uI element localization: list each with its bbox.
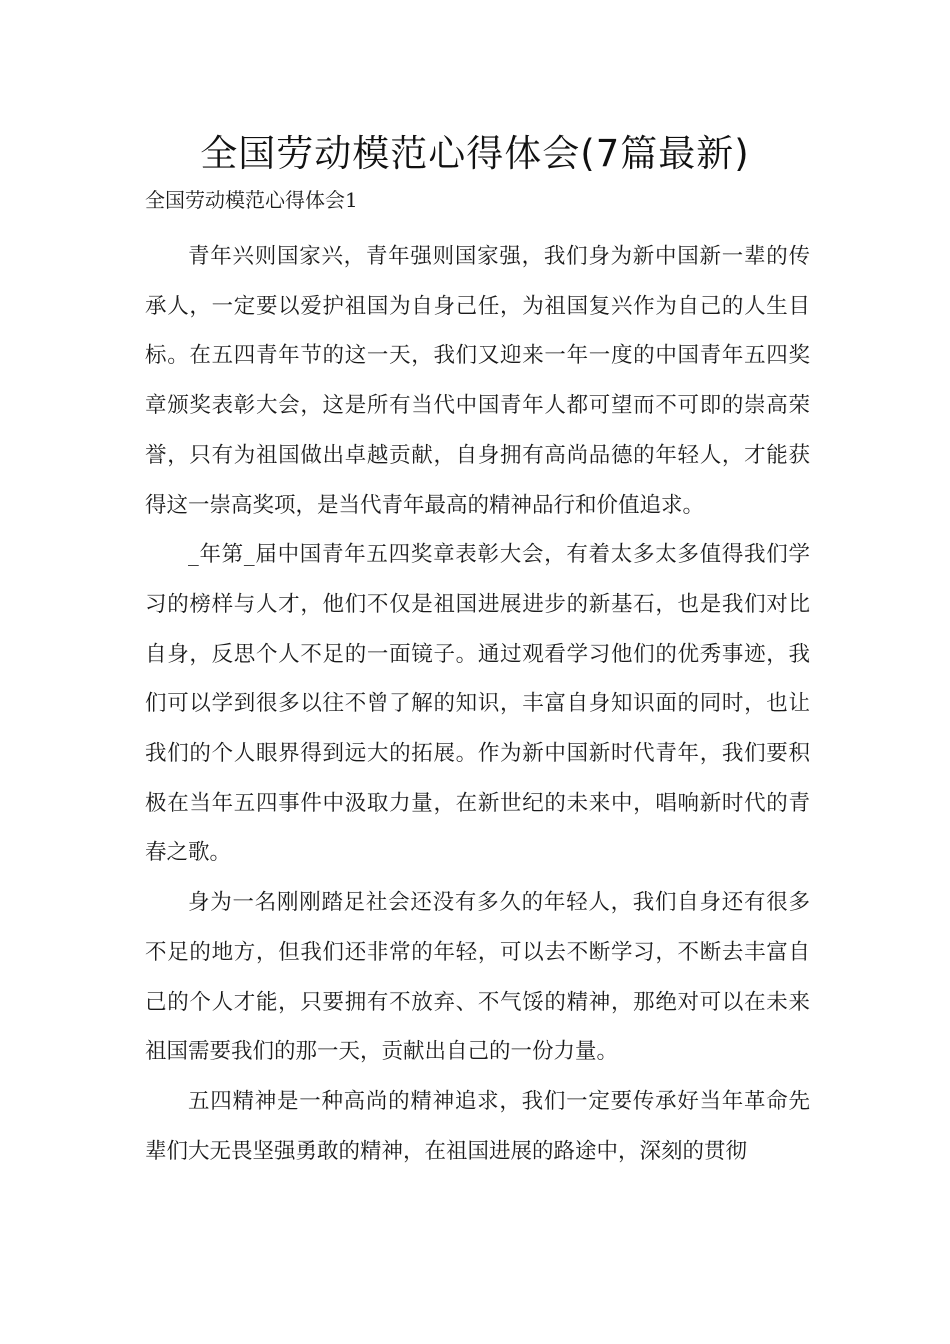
- section-heading: 全国劳动模范心得体会1: [145, 188, 358, 212]
- paragraph-1: 青年兴则国家兴，青年强则国家强，我们身为新中国新一辈的传承人，一定要以爱护祖国为自身己任，为祖国复兴作为自己的人生目标。在五四青年节的这一天，我们又迎来一年一度的中国青年五四奖章颁奖表彰大会，这是所有当代中国青年人都可望而不可即的崇高荣誉，只有为祖国做出卓越贡献，自身拥有高尚品德的年轻人，才能获得这一崇高奖项，是当代青年最高的精神品行和价值追求。: [145, 244, 810, 518]
- paragraph-3: 身为一名刚刚踏足社会还没有多久的年轻人，我们自身还有很多不足的地方，但我们还非常的年轻，可以去不断学习，不断去丰富自己的个人才能，只要拥有不放弃、不气馁的精神，那绝对可以在未来祖国需要我们的那一天，贡献出自己的一份力量。: [145, 890, 810, 1065]
- document-title: 全国劳动模范心得体会(7篇最新): [200, 132, 750, 175]
- paragraph-4: 五四精神是一种高尚的精神追求，我们一定要传承好当年革命先辈们大无畏坚强勇敢的精神，在祖国进展的路途中，深刻的贯彻: [145, 1088, 810, 1164]
- paragraph-2: _年第_届中国青年五四奖章表彰大会，有着太多太多值得我们学习的榜样与人才，他们不仅是祖国进展进步的新基石，也是我们对比自身，反思个人不足的一面镜子。通过观看学习他们的优秀事迹，我们可以学到很多以往不曾了解的知识，丰富自身知识面的同时，也让我们的个人眼界得到远大的拓展。作为新中国新时代青年，我们要积极在当年五四事件中汲取力量，在新世纪的未来中，唱响新时代的青春之歌。: [145, 542, 810, 866]
- document-body: [145, 232, 810, 1176]
